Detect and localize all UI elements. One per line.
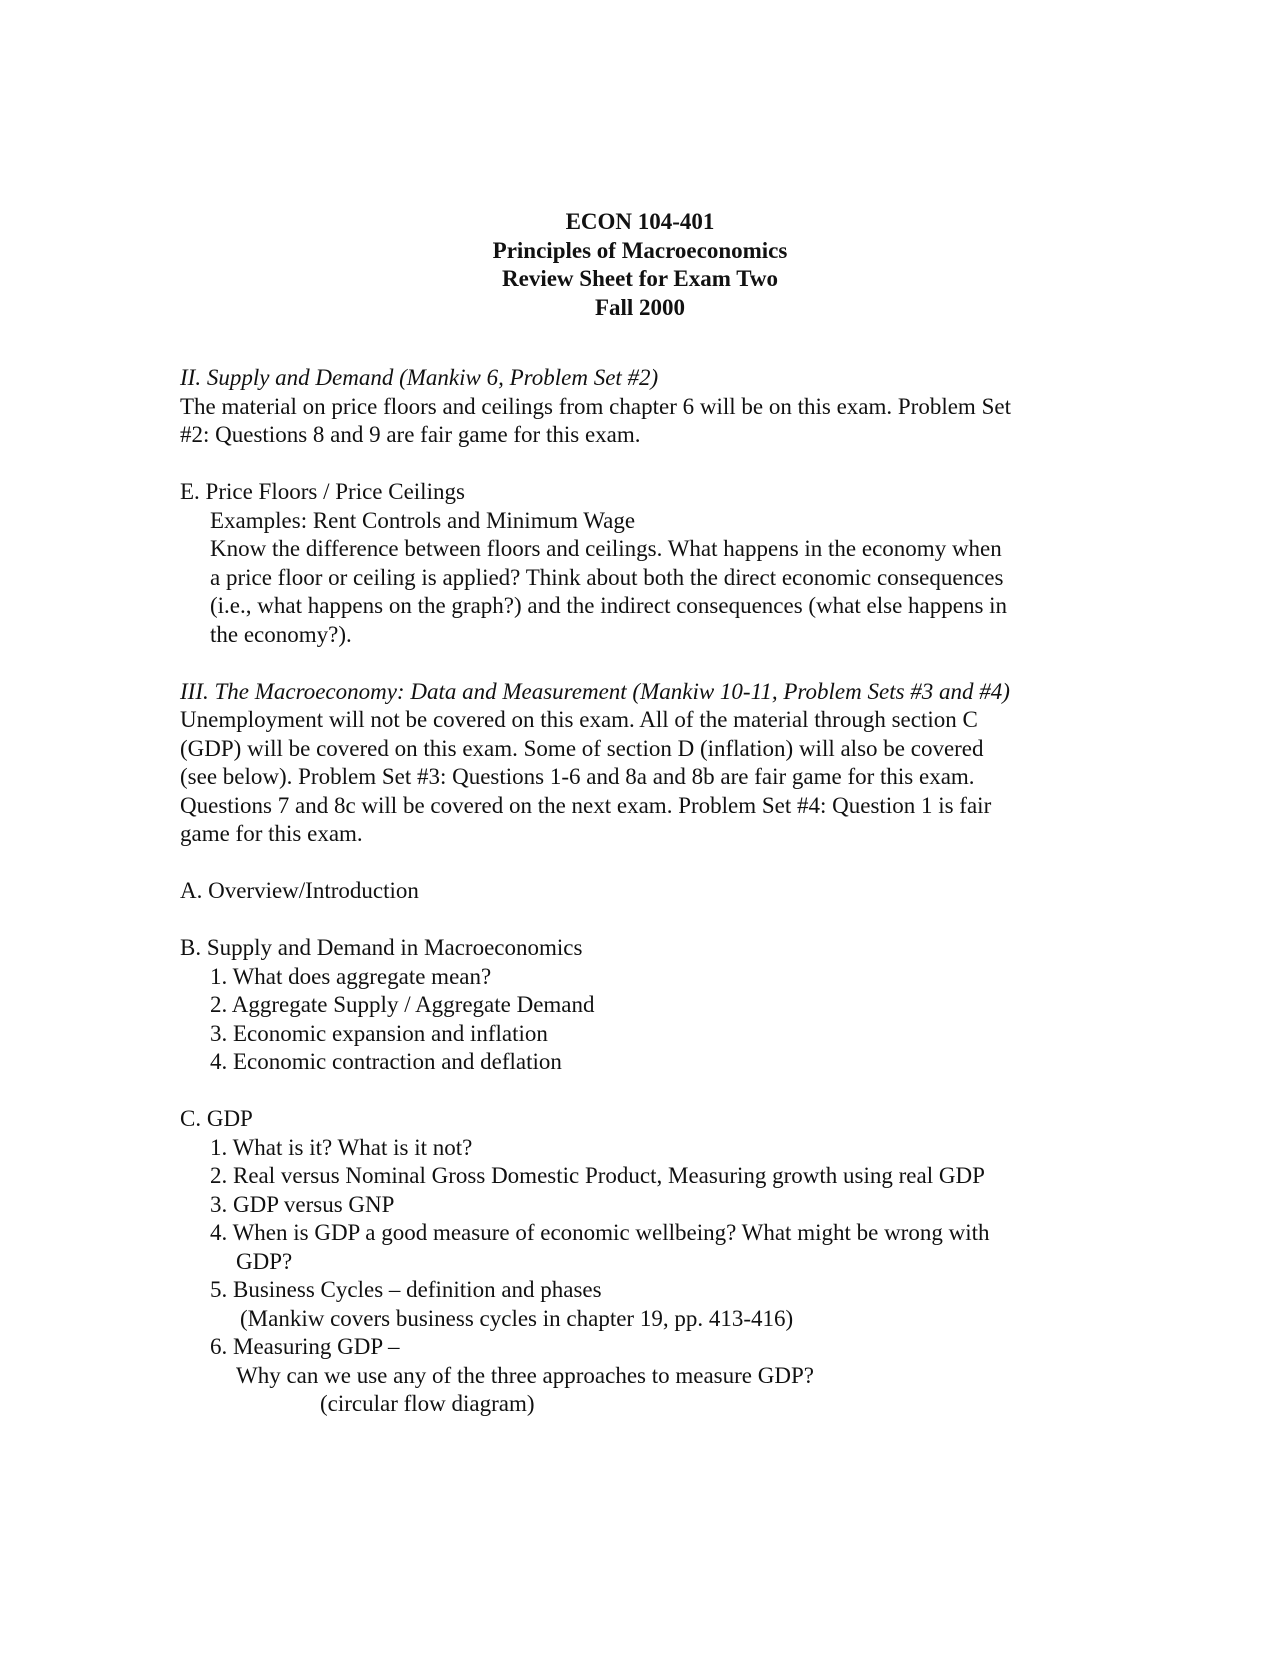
subsection-e-title: E. Price Floors / Price Ceilings (180, 479, 465, 504)
list-item-continuation: GDP? (236, 1248, 293, 1274)
subsection-a-title: A. Overview/Introduction (180, 878, 419, 903)
term: Fall 2000 (594, 294, 686, 320)
subsection-e-examples: Examples: Rent Controls and Minimum Wage (210, 507, 636, 533)
course-title: Principles of Macroeconomics (492, 237, 788, 263)
list-item: 3. Economic expansion and inflation (210, 1020, 548, 1046)
list-item: 1. What does aggregate mean? (210, 963, 492, 989)
course-code: ECON 104-401 (565, 209, 715, 234)
list-item: 2. Real versus Nominal Gross Domestic Product, Measuring growth using real GDP (210, 1163, 985, 1188)
list-item: 1. What is it? What is it not? (210, 1134, 473, 1160)
list-item-note: (Mankiw covers business cycles in chapter 19, pp. 413-416) (240, 1305, 794, 1331)
list-item: 3. GDP versus GNP (210, 1191, 395, 1217)
subsection-b-title: B. Supply and Demand in Macroeconomics (180, 935, 583, 960)
list-item: 4. Economic contraction and deflation (210, 1049, 562, 1074)
section-iii-text-line: Questions 7 and 8c will be covered on the next exam. Problem Set #4: Question 1 is fair (180, 792, 992, 818)
document-subtitle: Review Sheet for Exam Two (502, 266, 778, 291)
list-item: 2. Aggregate Supply / Aggregate Demand (210, 992, 595, 1017)
list-item-continuation: Why can we use any of the three approaches to measure GDP? (236, 1362, 814, 1388)
subsection-c-title: C. GDP (180, 1106, 253, 1131)
list-item: 6. Measuring GDP – (210, 1334, 400, 1359)
subsection-e-text-line: (i.e., what happens on the graph?) and the indirect consequences (what else happens in (210, 593, 1008, 618)
subsection-e-text-line: a price floor or ceiling is applied? Think about both the direct economic consequences (210, 564, 1004, 590)
section-ii-title: II. Supply and Demand (Mankiw 6, Problem Set #2) (180, 365, 659, 390)
subsection-e-text-line: Know the difference between floors and ceilings. What happens in the economy when (210, 536, 1002, 561)
section-ii-text-line: The material on price floors and ceilings from chapter 6 will be on this exam. Problem Set (180, 393, 1011, 419)
list-item: 4. When is GDP a good measure of economic wellbeing? What might be wrong with (210, 1220, 990, 1245)
section-iii-text-line: Unemployment will not be covered on this exam. All of the material through section C (180, 707, 978, 732)
document-body (180, 364, 1100, 1419)
section-iii-text-line: (GDP) will be covered on this exam. Some of section D (inflation) will also be covered (180, 735, 984, 761)
document-header (0, 208, 1280, 322)
list-item-continuation: (circular flow diagram) (320, 1391, 535, 1416)
list-item: 5. Business Cycles – definition and phases (210, 1277, 602, 1302)
section-iii-text-line: (see below). Problem Set #3: Questions 1-6 and 8a and 8b are fair game for this exam. (180, 764, 975, 789)
subsection-e-text-line: the economy?). (210, 621, 352, 647)
section-iii-title: III. The Macroeconomy: Data and Measurement (Mankiw 10-11, Problem Sets #3 and #4) (180, 678, 1010, 704)
section-ii-text-line: #2: Questions 8 and 9 are fair game for this exam. (180, 422, 641, 447)
section-iii-text-line: game for this exam. (180, 821, 363, 846)
